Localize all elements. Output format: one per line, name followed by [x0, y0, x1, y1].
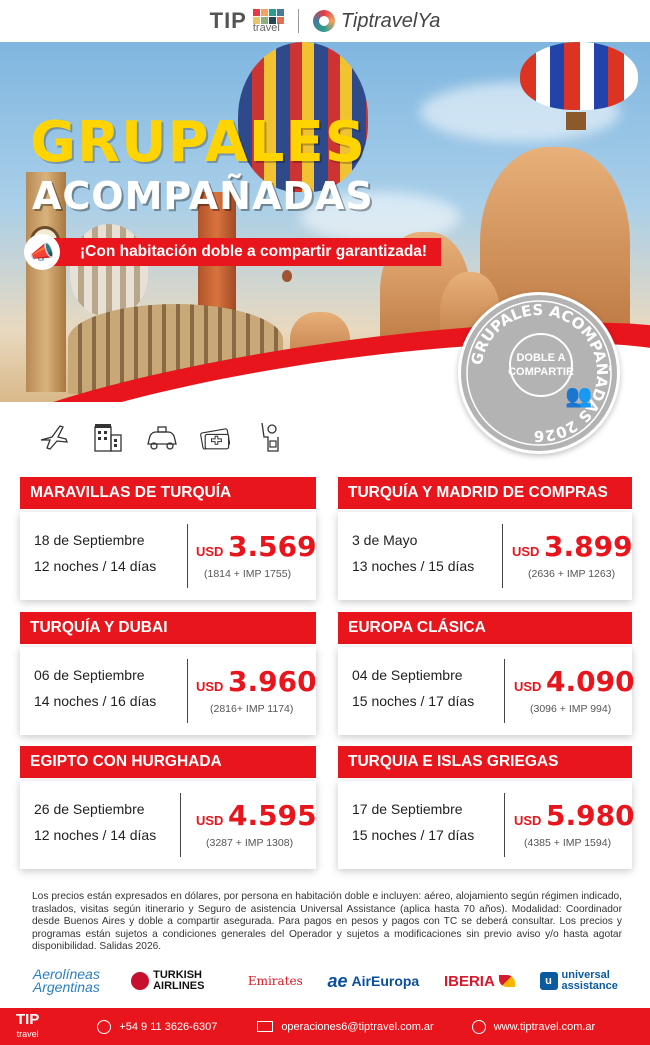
price-currency: USD — [512, 544, 540, 559]
package-duration: 13 noches / 15 días — [352, 558, 475, 574]
package-date: 06 de Septiembre — [34, 667, 145, 683]
price-value: 5.980 — [546, 799, 635, 832]
airline-name: Emirates — [247, 974, 303, 988]
turkish-airlines-icon — [131, 972, 149, 990]
insurance-card-icon — [198, 420, 234, 456]
package-date: 26 de Septiembre — [34, 801, 145, 817]
airline-name: AirEuropa — [351, 973, 420, 989]
tour-guide-icon — [252, 420, 288, 456]
header-divider — [298, 9, 299, 33]
package-card[interactable] — [338, 647, 635, 735]
footer-brand: TIP — [16, 1010, 40, 1028]
seal-center — [509, 333, 573, 397]
package-duration: 15 noches / 17 días — [352, 693, 475, 709]
top-header — [0, 0, 650, 42]
package-title[interactable]: TURQUÍA Y DUBAI — [20, 612, 316, 644]
airplane-icon — [36, 420, 72, 456]
package-title[interactable]: EGIPTO CON HURGHADA — [20, 746, 316, 778]
package-title[interactable]: EUROPA CLÁSICA — [338, 612, 632, 644]
price-breakdown: (4385 + IMP 1594) — [524, 837, 612, 849]
package-duration: 12 noches / 14 días — [34, 827, 157, 843]
contact-footer — [0, 1008, 650, 1045]
footer-website[interactable] — [472, 1020, 595, 1034]
tagline-banner — [54, 238, 441, 266]
price-breakdown: (3287 + IMP 1308) — [206, 837, 294, 849]
package-date: 04 de Septiembre — [352, 667, 463, 683]
seal-center-line1: DOBLE A — [516, 352, 566, 364]
price-breakdown: (2816+ IMP 1174) — [210, 703, 294, 715]
iberia-logo[interactable] — [444, 973, 515, 990]
title-acompanadas: ACOMPAÑADAS — [32, 174, 374, 218]
footer-phone[interactable] — [97, 1020, 217, 1034]
package-card[interactable] — [338, 512, 632, 600]
airline-name: universal assistance — [561, 969, 618, 992]
hotel-icon — [90, 420, 126, 456]
price-currency: USD — [196, 679, 224, 694]
tiptravelya-wordmark: TiptravelYa — [340, 9, 441, 32]
acompanadas-2026-seal — [458, 292, 620, 454]
turkish-airlines-logo[interactable] — [131, 970, 223, 992]
divider — [504, 793, 505, 857]
divider — [187, 659, 188, 723]
price-currency: USD — [514, 813, 542, 828]
package-duration: 12 noches / 14 días — [34, 558, 157, 574]
divider — [502, 524, 503, 588]
divider — [504, 659, 505, 723]
airline-name: TURKISH AIRLINES — [153, 969, 205, 992]
universal-assistance-icon: u — [540, 972, 558, 990]
iberia-icon — [499, 975, 515, 987]
seal-center-line2: COMPARTIR — [508, 366, 574, 378]
package-duration: 14 noches / 16 días — [34, 693, 157, 709]
aireuropa-logo[interactable] — [328, 971, 420, 992]
package-title[interactable]: MARAVILLAS DE TURQUÍA — [20, 477, 316, 509]
seal-ring-text: GRUPALES ACOMPAÑADAS 2026 — [467, 300, 612, 446]
price-breakdown: (1814 + IMP 1755) — [204, 568, 292, 580]
price-value: 3.569 — [228, 530, 317, 563]
package-date: 17 de Septiembre — [352, 801, 463, 817]
airline-partners-row — [0, 960, 650, 1002]
price-value: 3.899 — [544, 530, 633, 563]
title-grupales: GRUPALES — [30, 110, 367, 175]
price-currency: USD — [514, 679, 542, 694]
package-card[interactable] — [20, 512, 316, 600]
airline-name: IBERIA — [443, 972, 495, 990]
group-people-icon: 👥 — [565, 383, 593, 408]
universal-assistance-logo[interactable] — [540, 970, 624, 992]
aireuropa-icon: ae — [327, 970, 348, 991]
package-date: 3 de Mayo — [352, 532, 418, 548]
package-card[interactable] — [338, 781, 635, 869]
tagline-text: ¡Con habitación doble a compartir garantizada! — [80, 243, 428, 260]
globe-icon — [472, 1020, 486, 1034]
tiptravelya-icon — [313, 10, 335, 32]
tip-squares-block — [253, 9, 284, 34]
package-card[interactable] — [20, 781, 316, 869]
phone-text: +54 9 11 3626-6307 — [119, 1020, 218, 1033]
price-breakdown: (2636 + IMP 1263) — [528, 568, 616, 580]
services-icons-row — [36, 420, 288, 456]
package-title[interactable]: TURQUIA E ISLAS GRIEGAS — [338, 746, 632, 778]
package-duration: 15 noches / 17 días — [352, 827, 475, 843]
package-card[interactable] — [20, 647, 316, 735]
aerolineas-argentinas-logo[interactable] — [26, 968, 106, 994]
price-value: 4.090 — [546, 665, 635, 698]
airline-name: Aerolíneas Argentinas — [32, 966, 100, 995]
color-square — [261, 9, 268, 16]
color-square — [269, 9, 276, 16]
whatsapp-icon — [97, 1020, 111, 1034]
price-breakdown: (3096 + IMP 994) — [530, 703, 612, 715]
divider — [180, 793, 181, 857]
footer-brand-sub: travel — [16, 1028, 39, 1039]
package-date: 18 de Septiembre — [34, 532, 145, 548]
footer-email[interactable] — [257, 1021, 433, 1033]
price-currency: USD — [196, 544, 224, 559]
color-square — [277, 9, 284, 16]
price-value: 4.595 — [228, 799, 317, 832]
tip-travel-logo[interactable] — [210, 8, 284, 34]
balloon-basket — [566, 112, 586, 130]
footer-tip-logo[interactable] — [16, 1010, 40, 1041]
tip-travel-sub: travel — [252, 21, 280, 34]
color-square — [253, 9, 260, 16]
email-icon — [257, 1021, 273, 1032]
terms-disclaimer: Los precios están expresados en dólares, por persona en habitación doble e incluyen: aéreo, alojamiento según régimen indicado, traslados, visitas según itinerario y Seguro de asistencia Universal Assistance (aplica hasta 70 años). Modalidad: Coordinador desde Buenos Aires y doble a compartir asegurada. Para pagos en pesos y pagos con TC se deberá consultar. Los precios y programas están sujetos a condiciones generales del Operador y sujetos a modificaciones sin previo aviso y/o hasta agotar disponibilidad. Salidas 2026. — [32, 891, 622, 953]
price-value: 3.960 — [228, 665, 317, 698]
divider — [187, 524, 188, 588]
hot-air-balloon-small — [282, 270, 292, 282]
website-text: www.tiptravel.com.ar — [493, 1020, 596, 1033]
megaphone-icon: 📣 — [24, 234, 60, 270]
tiptravelya-logo[interactable] — [313, 10, 441, 33]
hot-air-balloon-top-right — [520, 42, 638, 110]
package-title[interactable]: TURQUÍA Y MADRID DE COMPRAS — [338, 477, 632, 509]
tip-wordmark: TIP — [209, 8, 247, 33]
emirates-logo[interactable] — [248, 974, 303, 988]
price-currency: USD — [196, 813, 224, 828]
email-text: operaciones6@tiptravel.com.ar — [281, 1020, 434, 1033]
taxi-icon — [144, 420, 180, 456]
